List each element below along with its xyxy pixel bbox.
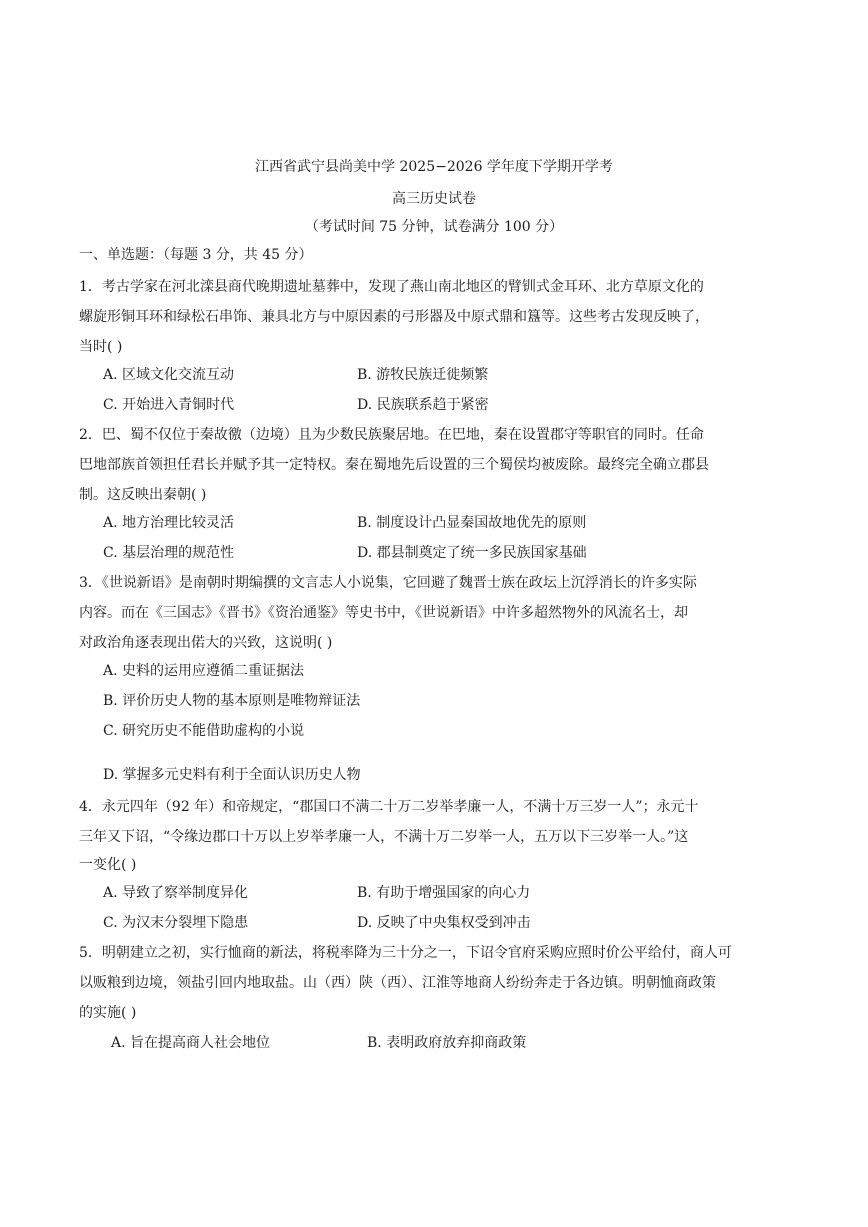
school-title: 江西省武宁县尚美中学 2025−2026 学年度下学期开学考: [255, 159, 613, 175]
question-4-option-b[interactable]: B. 有助于增强国家的向心力: [357, 885, 531, 901]
question-3-line-1: 3．《世说新语》是南朝时期编撰的文言志人小说集，它回避了魏晋士族在政坛上沉浮消长的许多实际: [79, 575, 697, 591]
question-4-line-3: 一变化( ): [79, 857, 137, 873]
question-3-option-d[interactable]: D. 掌握多元史料有利于全面认识历史人物: [103, 767, 361, 783]
exam-title: 高三历史试卷: [392, 191, 476, 207]
question-3-option-b[interactable]: B. 评价历史人物的基本原则是唯物辩证法: [103, 693, 361, 709]
question-2-option-c[interactable]: C. 基层治理的规范性: [103, 545, 235, 561]
question-2-line-1: 2．巴、蜀不仅位于秦故徼（边境）且为少数民族聚居地。在巴地，秦在设置郡守等职官的同时。任命: [79, 427, 704, 443]
question-2-option-b[interactable]: B. 制度设计凸显秦国故地优先的原则: [357, 515, 587, 531]
question-4-option-d[interactable]: D. 反映了中央集权受到冲击: [357, 915, 531, 931]
question-5-line-1: 5．明朝建立之初，实行恤商的新法，将税率降为三十分之一，下诏令官府采购应照时价公平给付，商人可: [79, 945, 732, 961]
question-3-option-c[interactable]: C. 研究历史不能借助虚构的小说: [103, 723, 305, 739]
question-1-option-c[interactable]: C. 开始进入青铜时代: [103, 397, 235, 413]
question-1-option-a[interactable]: A. 区域文化交流互动: [103, 367, 235, 383]
exam-info: （考试时间 75 分钟，试卷满分 100 分）: [304, 219, 564, 235]
question-3-line-3: 对政治角逐表现出偌大的兴致，这说明( ): [79, 635, 333, 651]
question-3-line-2: 内容。而在《三国志》《晋书》《资治通鉴》等史书中，《世说新语》中许多超然物外的风流名士，却: [79, 605, 688, 621]
question-1-line-3: 当时( ): [79, 339, 123, 355]
question-1-option-b[interactable]: B. 游牧民族迁徙频繁: [357, 367, 489, 383]
question-5-option-b[interactable]: B. 表明政府放弃抑商政策: [367, 1035, 527, 1051]
question-4-line-1: 4．永元四年（92 年）和帝规定，“郡国口不满二十万二岁举孝廉一人，不满十万三岁一人”；永元十: [79, 799, 699, 815]
question-2-line-3: 制。这反映出秦朝( ): [79, 487, 207, 503]
question-5-line-3: 的实施( ): [79, 1005, 137, 1021]
question-4-option-a[interactable]: A. 导致了察举制度异化: [103, 885, 249, 901]
question-1-line-1: 1．考古学家在河北滦县商代晚期遗址墓葬中，发现了燕山南北地区的臂钏式金耳环、北方草原文化的: [79, 279, 704, 295]
question-5-option-a[interactable]: A. 旨在提高商人社会地位: [111, 1035, 271, 1051]
question-4-line-2: 三年又下诏，“令缘边郡口十万以上岁举孝廉一人，不满十万二岁举一人，五万以下三岁举一人。”这: [79, 829, 689, 845]
question-4-option-c[interactable]: C. 为汉末分裂埋下隐患: [103, 915, 249, 931]
question-1-line-2: 螺旋形铜耳环和绿松石串饰、兼具北方与中原因素的弓形器及中原式鼎和簋等。这些考古发现反映了，: [79, 309, 709, 325]
question-5-line-2: 以贩粮到边境，领盐引回内地取盐。山（西）陕（西）、江淮等地商人纷纷奔走于各边镇。明朝恤商政策: [79, 975, 716, 991]
question-3-option-a[interactable]: A. 史料的运用应遵循二重证据法: [103, 663, 305, 679]
question-1-option-d[interactable]: D. 民族联系趋于紧密: [357, 397, 489, 413]
question-2-option-a[interactable]: A. 地方治理比较灵活: [103, 515, 235, 531]
question-2-line-2: 巴地部族首领担任君长并赋予其一定特权。秦在蜀地先后设置的三个蜀侯均被废除。最终完全确立郡县: [79, 457, 709, 473]
question-2-option-d[interactable]: D. 郡县制奠定了统一多民族国家基础: [357, 545, 587, 561]
section-title: 一、单选题：（每题 3 分，共 45 分）: [79, 247, 313, 263]
